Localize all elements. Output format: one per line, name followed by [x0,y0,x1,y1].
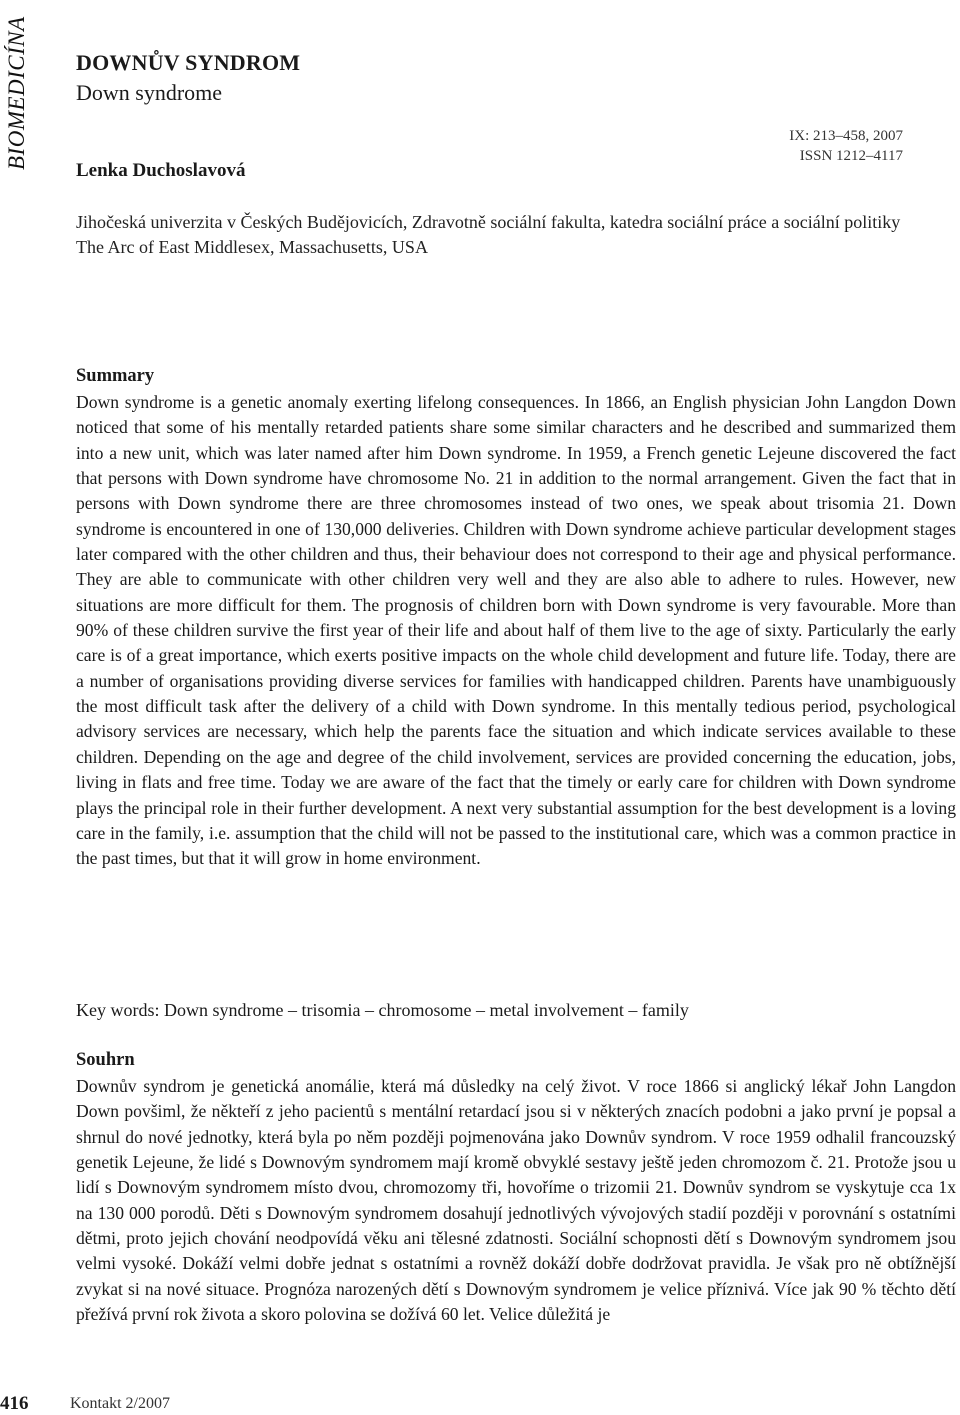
section-side-label: BIOMEDICÍNA [4,16,29,170]
article-subtitle: Down syndrome [76,80,223,105]
article-title: DOWNŮV SYNDROM [76,50,301,75]
journal-issue: Kontakt 2/2007 [70,1395,170,1412]
issn: ISSN 1212–4117 [799,148,903,164]
affiliations [76,210,956,260]
souhrn-text: Downův syndrom je genetická anomálie, která má důsledky na celý život. V roce 1866 si anglický lékař John Langdon Down povšiml, že někteří z jeho pacientů s mentální retardací jsou si v některých znacích podobni a jako první je popsal a shrnul do nové jednotky, která byla po něm později pojmenována jako Downův syndrom. V roce 1959 odhalil francouzský genetik Lejeune, že lidé s Downovým syndromem mají kromě obvyklé sestavy ještě jeden chromozom č. 21. Protože jsou u lidí s Downovým syndromem místo dvou, chromozomy tři, hovoříme o trizomii 21. Downův syndrom se vyskytuje cca 1x na 130 000 porodů. Děti s Downovým syndromem dosahují jednotlivých vývojových stadií později v porovnání s ostatními dětmi, proto jejich chování neodpovídá věku ani tělesné zdatnosti. Sociální schopnosti dětí s Downovým syndromem jsou velmi vysoké. Dokáží velmi dobře jednat s ostatními a rovněž dokáží dobře dodržovat pravidla. Je však pro ně obtížnější zvykat si na nové situace. Prognóza narozených dětí s Downovým syndromem je velice příznivá. Více jak 90 % těchto dětí přežívá první rok života a skoro polovina se dožívá 60 let. Velice důležitá je [76,1076,956,1325]
volume-pages: IX: 213–458, 2007 [789,128,903,144]
affiliation-1: Jihočeská univerzita v Českých Budějovicích, Zdravotně sociální fakulta, katedra sociální práce a sociální politiky [76,212,901,232]
summary-heading: Summary [76,366,155,386]
keywords: Key words: Down syndrome – trisomia – chromosome – metal involvement – family [76,1000,689,1020]
page-number: 416 [0,1393,29,1414]
publication-meta [789,126,903,166]
summary-text: Down syndrome is a genetic anomaly exerting lifelong consequences. In 1866, an English physician John Langdon Down noticed that some of his mentally retarded patients share some similar characters and he described and summarized them into a new unit, which was later named after him Down syndrome. In 1959, a French genetic Lejeune discovered the fact that persons with Down syndrome have chromosome No. 21 in addition to the normal arrangement. Given the fact that in persons with Down syndrome there are three chromosomes instead of two ones, we speak about trisomia 21. Down syndrome is encountered in one of 130,000 deliveries. Children with Down syndrome achieve particular development stages later compared with the other children and thus, their behaviour does not correspond to their age and physical performance. They are able to communicate with other children very well and they are also able to adhere to rules. However, new situations are more difficult for them. The prognosis of children born with Down syndrome is very favourable. More than 90% of these children survive the first year of their life and about half of them live to the age of sixty. Particularly the early care is of a great importance, which exerts positive impacts on the whole child development and future life. Today, there are a number of organisations providing diverse services for families with handicapped children. Parents have unambiguously the most difficult task after the delivery of a child with Down syndrome. In this mentally tedious period, psychological advisory services are necessary, which help the parents face the situation and which indicate services available to these children. Depending on the age and degree of the child involvement, services are provided concerning the education, jobs, living in flats and free time. Today we are aware of the fact that the timely or early care for children with Down syndrome plays the principal role in their further development. A next very substantial assumption for the best development is a loving care in the family, i.e. assumption that the child will not be passed to the institutional care, which was a common practice in the past times, but that it will grow in home environment. [76,392,956,869]
souhrn-heading: Souhrn [76,1050,135,1070]
author-name: Lenka Duchoslavová [76,160,246,181]
affiliation-2: The Arc of East Middlesex, Massachusetts, USA [76,237,428,257]
